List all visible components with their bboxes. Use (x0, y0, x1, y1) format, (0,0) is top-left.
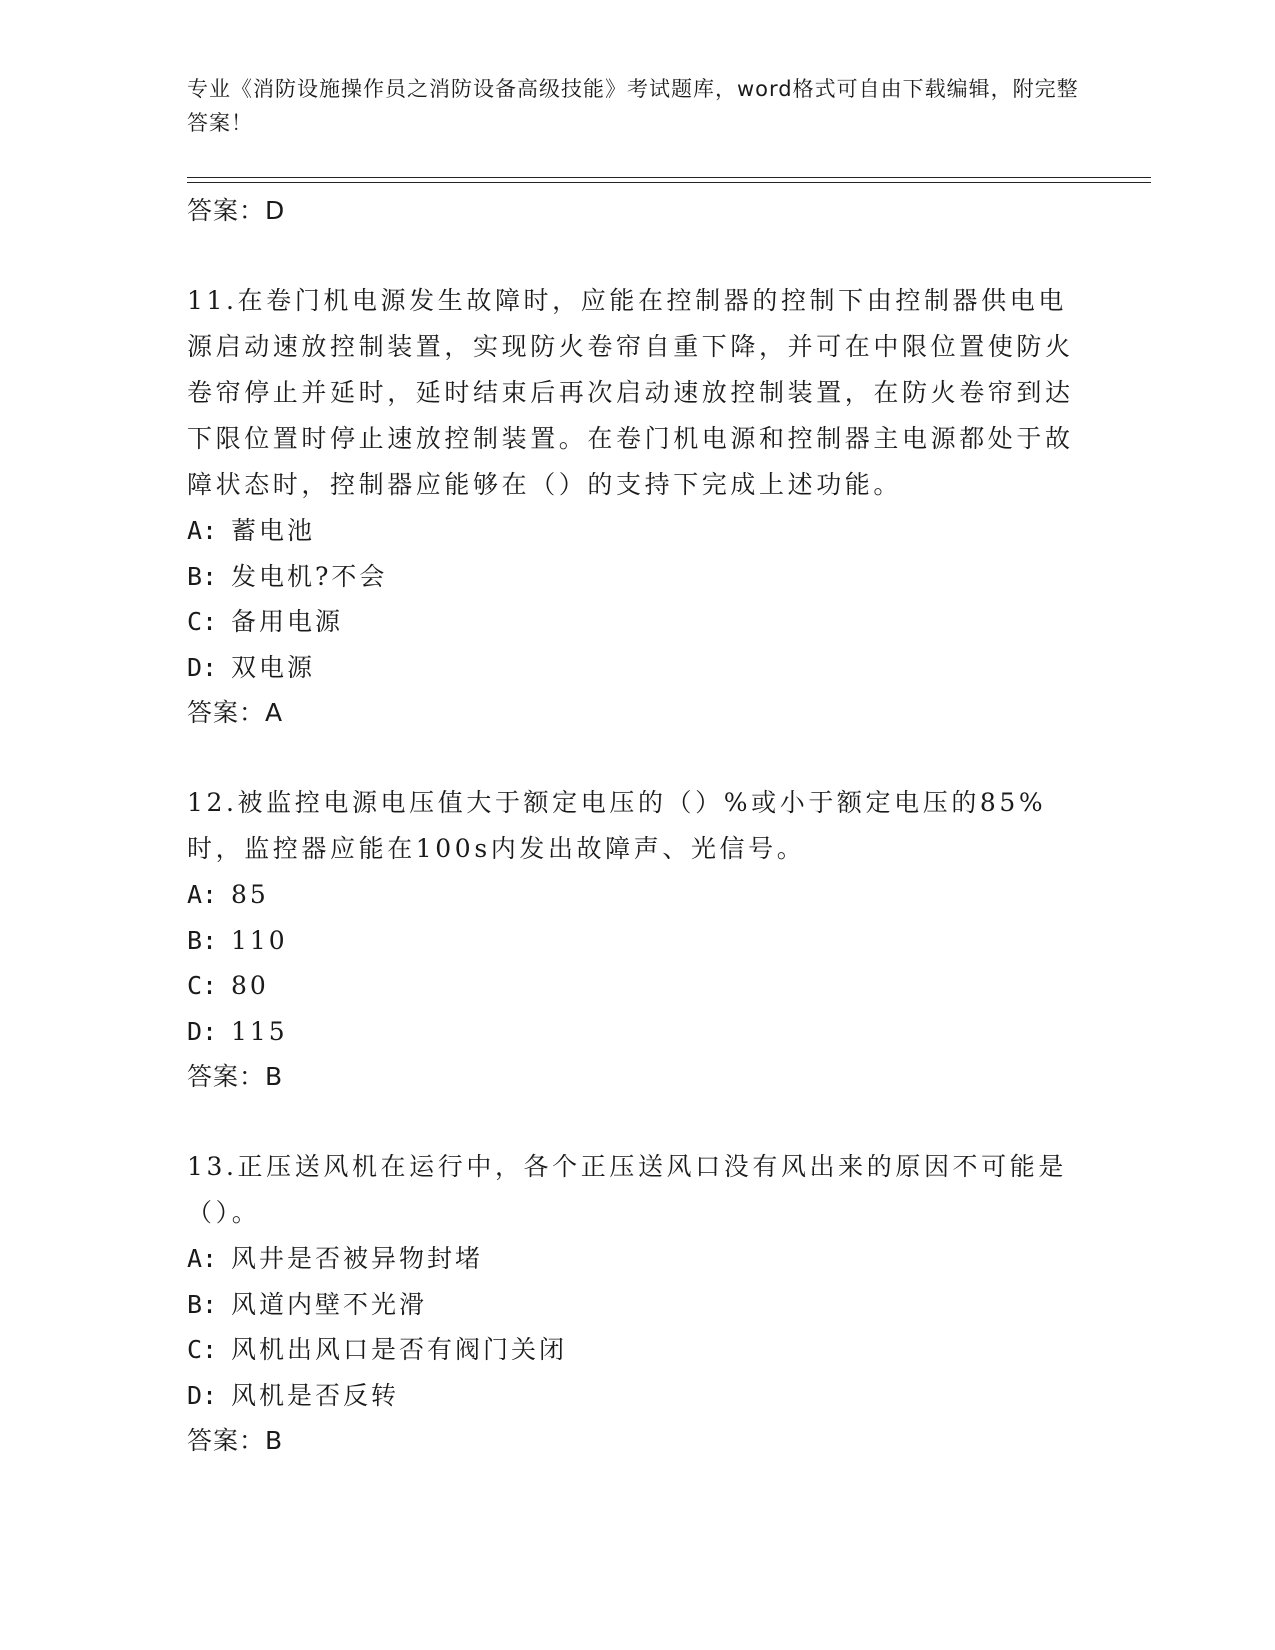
option-a (187, 872, 1087, 918)
answer-line (187, 1054, 1087, 1100)
option-key: B: (187, 561, 218, 591)
option-text: 风机出风口是否有阀门关闭 (231, 1335, 568, 1364)
option-d (187, 1373, 1087, 1419)
option-key: D: (187, 1016, 218, 1046)
option-key: D: (187, 1380, 218, 1410)
question-12 (187, 780, 1087, 1100)
option-text: 备用电源 (231, 607, 344, 636)
answer-label: 答案： (187, 698, 266, 727)
option-text: 85 (231, 880, 269, 909)
question-13 (187, 1144, 1087, 1464)
option-b (187, 1282, 1087, 1328)
question-list (187, 188, 1087, 1464)
option-text: 蓄电池 (231, 516, 316, 545)
header-text: 专业《消防设施操作员之消防设备高级技能》考试题库，word格式可自由下载编辑，附完整答案！ (187, 77, 1079, 135)
option-text: 风机是否反转 (231, 1380, 400, 1410)
answer-line (187, 690, 1087, 736)
option-key: C: (187, 1335, 218, 1364)
option-key: C: (187, 971, 218, 1000)
option-c (187, 1327, 1087, 1373)
option-key: D: (187, 652, 218, 682)
option-text: 风井是否被异物封堵 (231, 1244, 484, 1273)
option-c (187, 599, 1087, 645)
answer-line (187, 1418, 1087, 1464)
option-d (187, 645, 1087, 691)
option-text: 双电源 (231, 652, 316, 682)
option-key: A: (187, 880, 218, 909)
option-b (187, 554, 1087, 600)
answer-value: B (265, 1062, 284, 1091)
option-text: 发电机?不会 (231, 561, 388, 591)
question-stem: 12.被监控电源电压值大于额定电压的（）%或小于额定电压的85%时，监控器应能在100s内发出故障声、光信号。 (187, 788, 1047, 863)
answer-value: D (265, 196, 286, 225)
option-a (187, 1236, 1087, 1282)
option-b (187, 918, 1087, 964)
option-key: B: (187, 1289, 218, 1319)
answer-label: 答案： (187, 196, 266, 225)
option-key: B: (187, 925, 218, 955)
option-text: 115 (231, 1016, 288, 1046)
option-c (187, 963, 1087, 1009)
answer-value: A (265, 698, 284, 727)
option-text: 110 (231, 925, 288, 955)
answer-label: 答案： (187, 1426, 266, 1455)
option-key: A: (187, 1244, 218, 1273)
answer-value: B (265, 1426, 284, 1455)
header-rule-bottom (187, 182, 1151, 183)
option-key: C: (187, 607, 218, 636)
option-a (187, 508, 1087, 554)
option-key: A: (187, 516, 218, 545)
question-stem: 13.正压送风机在运行中，各个正压送风口没有风出来的原因不可能是（）。 (187, 1152, 1067, 1227)
option-text: 80 (231, 971, 269, 1000)
header-rule-top (187, 177, 1151, 178)
option-text: 风道内壁不光滑 (231, 1289, 428, 1319)
question-stem: 11.在卷门机电源发生故障时，应能在控制器的控制下由控制器供电电源启动速放控制装置，实现防火卷帘自重下降，并可在中限位置使防火卷帘停止并延时，延时结束后再次启动速放控制装置，在防火卷帘到达下限位置时停止速放控制装置。在卷门机电源和控制器主电源都处于故障状态时，控制器应能够在（）的支持下完成上述功能。 (187, 286, 1074, 499)
answer-line (187, 188, 1087, 234)
document-header (187, 72, 1087, 140)
answer-label: 答案： (187, 1062, 266, 1091)
question-11 (187, 278, 1087, 736)
option-d (187, 1009, 1087, 1055)
